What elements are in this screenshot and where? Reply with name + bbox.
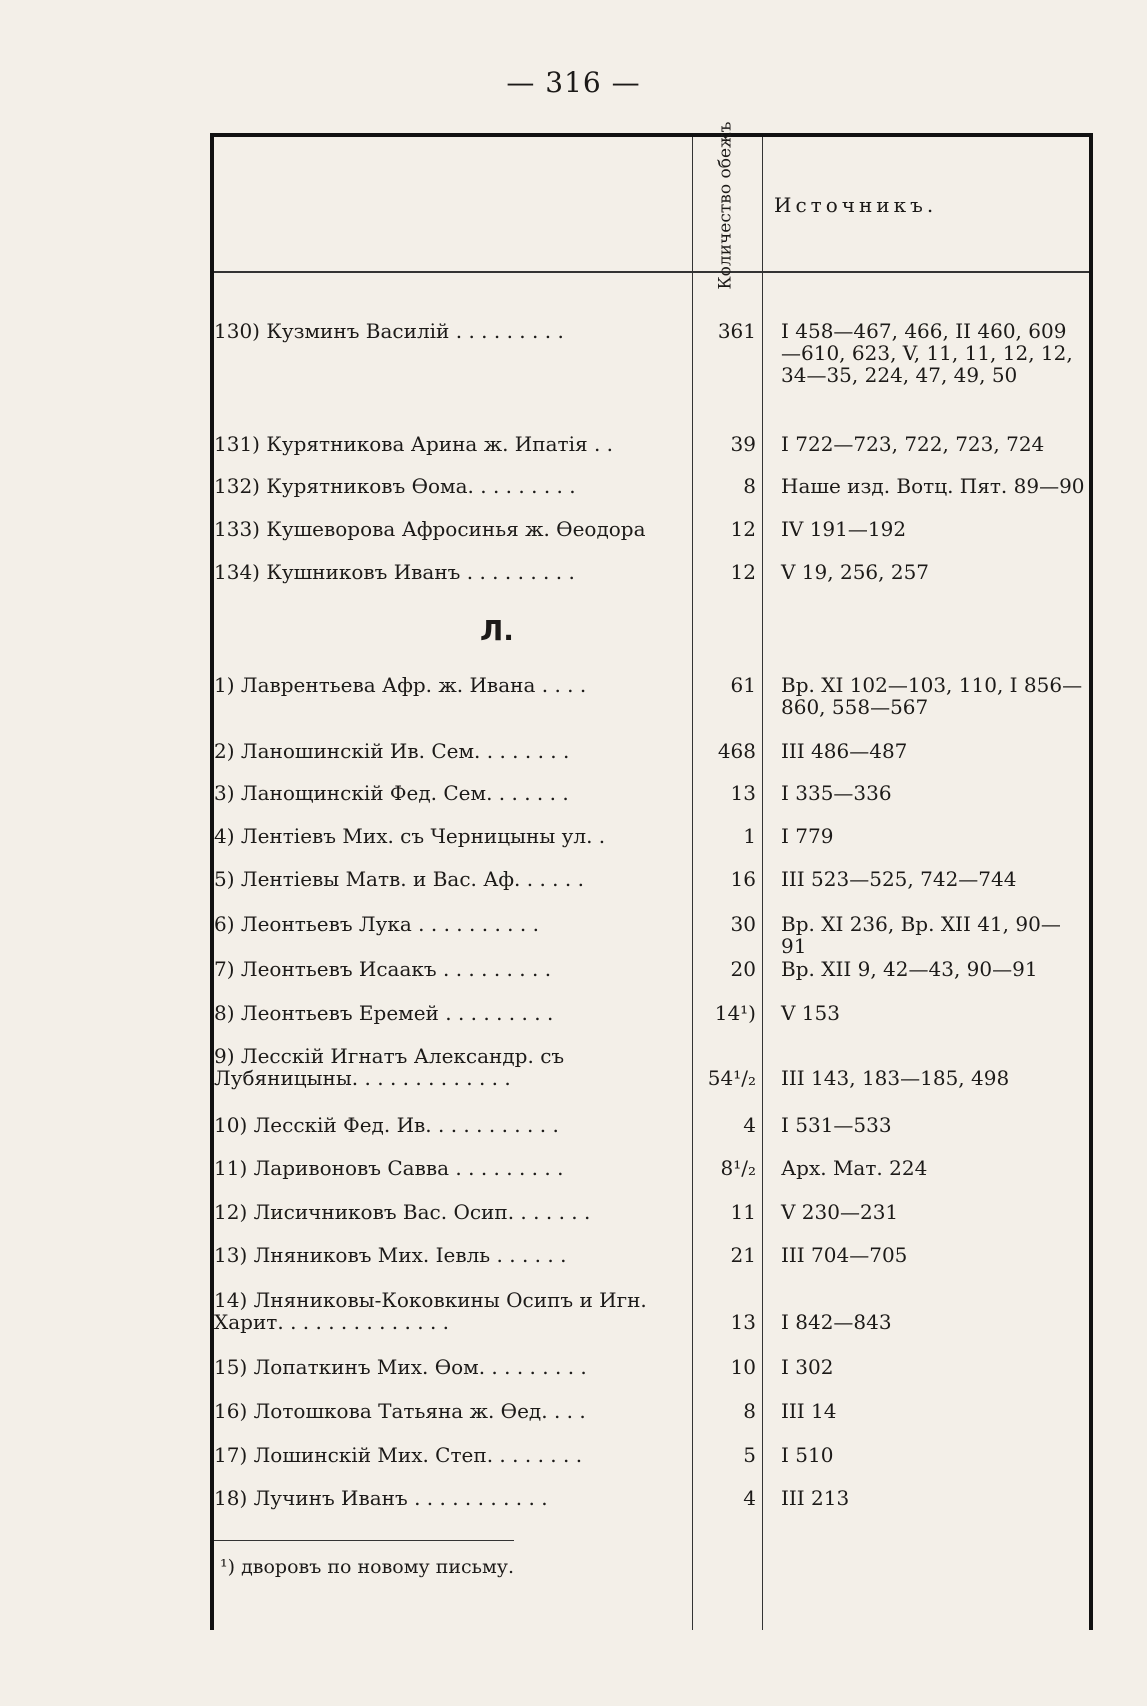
entry-count: 8 [743,1399,756,1423]
entry-count: 12 [730,560,756,584]
entry-count: 14¹) [714,1001,756,1025]
entry-source: V 153 [781,1001,840,1025]
entry-name: 133) Кушеворова Афросинья ж. Ѳеодора [214,517,646,541]
entry-source: Вр. XI 102—103, 110, I 856—860, 558—567 [781,673,1083,719]
entry-source: Наше изд. Вотц. Пят. 89—90 [781,474,1085,498]
entry-count: 361 [717,319,756,343]
entry-name: 2) Ланошинскій Ив. Сем. . . . . . . . [214,739,570,763]
entry-source: I 722—723, 722, 723, 724 [781,432,1045,456]
header-count [696,121,756,289]
entry-count: 5 [743,1443,756,1467]
entry-source: Вр. XI 236, Вр. XII 41, 90—91 [781,912,1061,958]
entry-source: Вр. XII 9, 42—43, 90—91 [781,957,1038,981]
entry-count: 61 [730,673,756,697]
entry-source: I 531—533 [781,1113,892,1137]
entry-name: 7) Леонтьевъ Исаакъ . . . . . . . . . [214,957,552,981]
entry-count: 30 [730,912,756,936]
entry-count: 1 [743,824,756,848]
entry-count: 39 [730,432,756,456]
entry-name: 14) Лняниковы-Коковкины Осипъ и Игн. Харит. . . . . . . . . . . . . . [214,1288,647,1334]
entry-name: 3) Ланощинскій Фед. Сем. . . . . . . [214,781,569,805]
entry-name: 8) Леонтьевъ Еремей . . . . . . . . . [214,1001,554,1025]
entry-count: 16 [730,867,756,891]
entry-source: Арх. Мат. 224 [781,1156,928,1180]
footnote: ¹) дворовъ по новому письму. [220,1556,515,1578]
entry-source: III 523—525, 742—744 [781,867,1017,891]
entry-count: 8¹/₂ [720,1156,756,1180]
section-letter-heading: Л. [480,614,514,647]
entry-source: III 704—705 [781,1243,908,1267]
entry-count: 4 [743,1486,756,1510]
entry-name: 130) Кузминъ Василій . . . . . . . . . [214,319,564,343]
entry-name: 132) Курятниковъ Ѳома. . . . . . . . . [214,474,576,498]
entry-source: III 486—487 [781,739,908,763]
register-table [210,121,1093,1630]
entry-count: 12 [730,517,756,541]
entry-count: 20 [730,957,756,981]
entry-name: 6) Леонтьевъ Лука . . . . . . . . . . [214,912,539,936]
entry-count: 21 [730,1243,756,1267]
footnote-rule [214,1540,514,1541]
table-row [214,320,1089,386]
entry-name: 131) Курятникова Арина ж. Ипатія . . [214,432,614,456]
entry-count: 13 [730,1310,756,1334]
entry-count: 10 [730,1355,756,1379]
entry-name: 134) Кушниковъ Иванъ . . . . . . . . . [214,560,575,584]
entry-name: 5) Лентіевы Матв. и Вас. Аф. . . . . . [214,867,584,891]
entry-name: 15) Лопаткинъ Мих. Ѳом. . . . . . . . . [214,1355,587,1379]
entry-name: 13) Лняниковъ Мих. Іевль . . . . . . [214,1243,567,1267]
entry-source: V 19, 256, 257 [781,560,930,584]
entry-name: 9) Лесскій Игнатъ Александр. съ Лубяницыны. . . . . . . . . . . . . [214,1044,565,1090]
page-number: — 316 — [506,66,641,99]
entry-name: 12) Лисичниковъ Вас. Осип. . . . . . . [214,1200,591,1224]
entry-source: III 143, 183—185, 498 [781,1066,1010,1090]
entry-name: 4) Лентіевъ Мих. съ Черницыны ул. . [214,824,606,848]
entry-source: IV 191—192 [781,517,907,541]
entry-name: 10) Лесскій Фед. Ив. . . . . . . . . . . [214,1113,559,1137]
header-source: Источникъ. [774,193,938,217]
entry-count: 4 [743,1113,756,1137]
entry-name: 17) Лошинскій Мих. Степ. . . . . . . . [214,1443,583,1467]
header-count-label: Количество обежъ [715,121,736,289]
entry-source: I 842—843 [781,1310,892,1334]
entry-name: 18) Лучинъ Иванъ . . . . . . . . . . . [214,1486,548,1510]
entry-source: I 779 [781,824,834,848]
entry-name: 1) Лаврентьева Афр. ж. Ивана . . . . [214,673,587,697]
entry-name: 11) Ларивоновъ Савва . . . . . . . . . [214,1156,564,1180]
entry-source: I 510 [781,1443,834,1467]
entry-source: I 302 [781,1355,834,1379]
entry-name: 16) Лотошкова Татьяна ж. Ѳед. . . . [214,1399,586,1423]
entry-count: 8 [743,474,756,498]
entry-count: 54¹/₂ [707,1066,756,1090]
entry-count: 13 [730,781,756,805]
entry-count: 468 [717,739,756,763]
entry-source: III 14 [781,1399,837,1423]
entry-source: III 213 [781,1486,850,1510]
header-rule [214,271,1089,273]
entry-count: 11 [730,1200,756,1224]
entry-source: I 458—467, 466, II 460, 609—610, 623, V, 11, 11, 12, 12, 34—35, 224, 47, 49, 50 [781,319,1073,387]
entry-source: V 230—231 [781,1200,899,1224]
entry-source: I 335—336 [781,781,892,805]
